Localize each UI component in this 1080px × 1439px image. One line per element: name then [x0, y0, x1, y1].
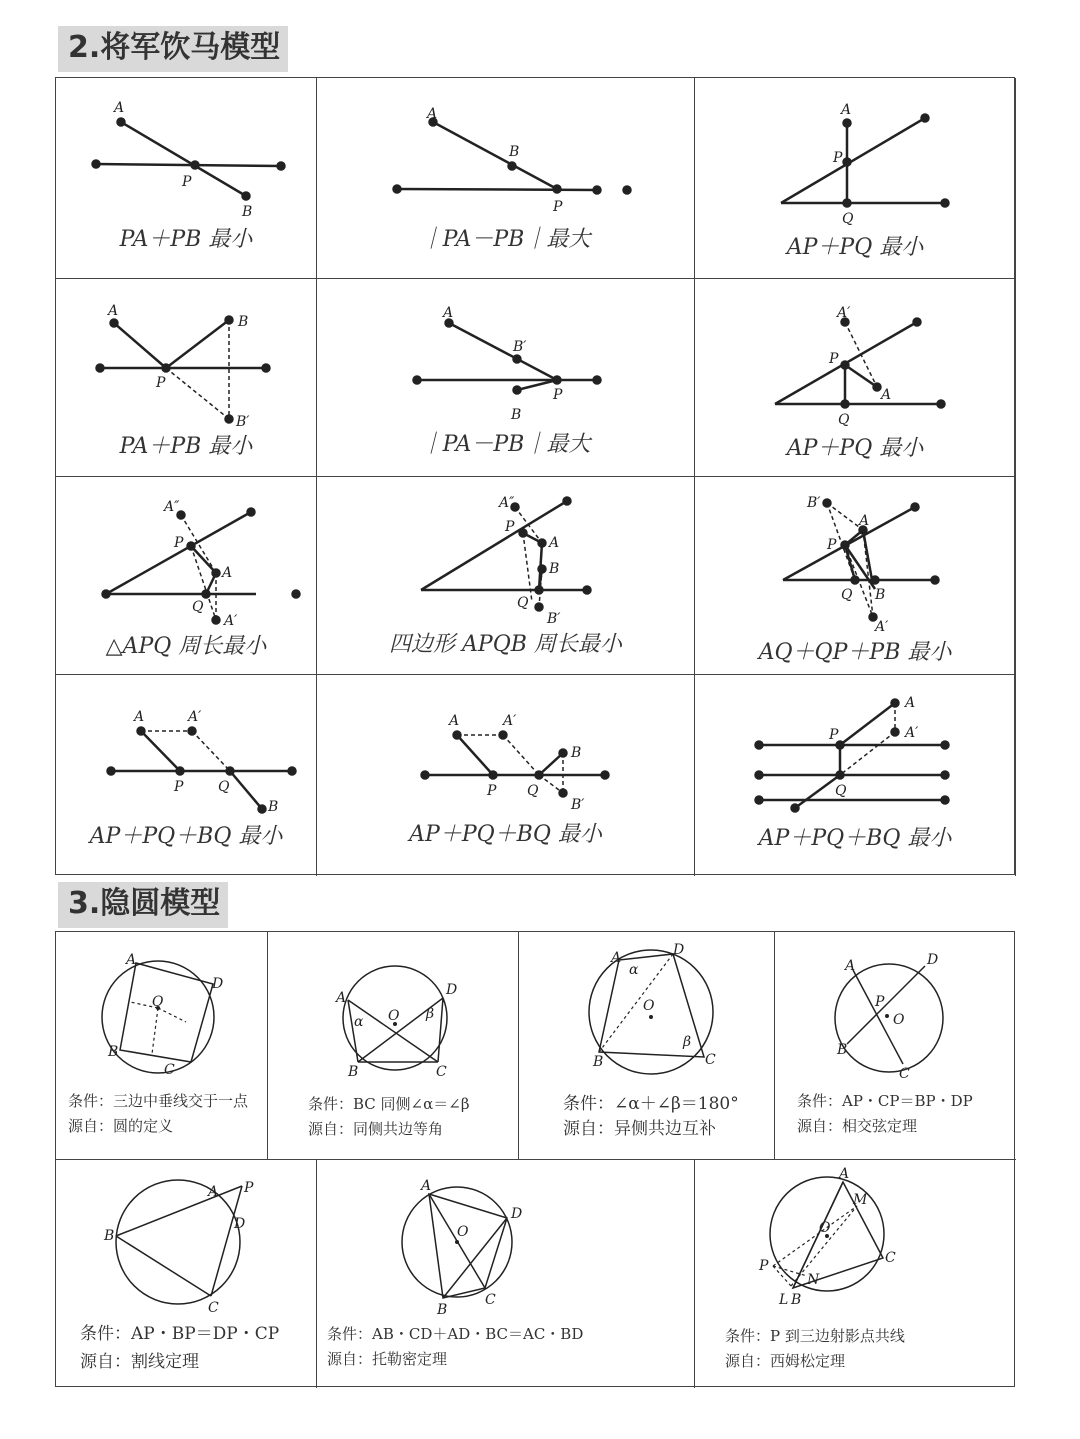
label-b: B	[837, 1042, 848, 1058]
label-a: A	[427, 106, 438, 122]
label-o: O	[893, 1012, 905, 1028]
source-text: 源自：相交弦定理	[797, 1117, 918, 1135]
label-q: Q	[835, 783, 847, 799]
label-a: A	[841, 102, 852, 118]
label-p: P	[829, 727, 839, 743]
label-b: B	[593, 1054, 604, 1070]
circle-cell-4	[775, 932, 1016, 1160]
model-cell-4	[56, 279, 317, 477]
label-b-prime: B′	[807, 495, 821, 511]
label-c: C	[899, 1066, 910, 1082]
label-a: A	[336, 990, 347, 1006]
condition-text: 条件：P 到三边射影点共线	[725, 1327, 905, 1345]
model-cell-11	[317, 675, 695, 876]
label-a-prime: A′	[905, 725, 919, 741]
label-a: A	[134, 709, 145, 725]
condition-text: 条件：AP・BP＝DP・CP	[80, 1324, 280, 1344]
label-b: B	[571, 745, 582, 761]
caption: AP＋PQ 最小	[786, 436, 924, 461]
label-b: B	[108, 1044, 119, 1060]
source-text: 源自：圆的定义	[68, 1117, 174, 1135]
label-m: M	[853, 1192, 868, 1208]
label-p: P	[759, 1258, 769, 1274]
label-a-double-prime: A″	[499, 495, 515, 511]
label-d: D	[511, 1206, 523, 1222]
label-a: A	[839, 1166, 850, 1182]
label-p: P	[156, 375, 166, 391]
label-b: B	[238, 314, 249, 330]
label-b: B	[875, 587, 886, 603]
label-d: D	[234, 1216, 246, 1232]
label-p: P	[174, 535, 184, 551]
label-a: A	[549, 535, 560, 551]
label-alpha: α	[629, 962, 639, 978]
label-o: O	[819, 1220, 831, 1236]
label-b-prime: B′	[571, 797, 585, 813]
label-q: Q	[842, 211, 854, 227]
label-a: A	[222, 565, 233, 581]
model-cell-3	[695, 78, 1016, 279]
source-text: 源自：西姆松定理	[725, 1352, 846, 1370]
label-b: B	[549, 561, 560, 577]
label-a: A	[845, 958, 856, 974]
label-b: B	[509, 144, 520, 160]
circle-cell-3	[519, 932, 775, 1160]
circle-cell-5	[56, 1160, 317, 1388]
caption: AP＋PQ＋BQ 最小	[758, 826, 952, 851]
label-beta: β	[683, 1034, 692, 1050]
caption: △APQ 周长最小	[105, 634, 267, 659]
caption: PA＋PB 最小	[119, 227, 253, 252]
source-text: 源自：异侧共边互补	[563, 1119, 716, 1139]
model-cell-7	[56, 477, 317, 675]
caption: AP＋PQ＋BQ 最小	[409, 822, 602, 847]
label-a: A	[114, 100, 125, 116]
label-b: B	[791, 1292, 802, 1308]
label-a-prime: A′	[875, 619, 889, 635]
condition-text: 条件：∠α＋∠β＝180°	[563, 1094, 739, 1114]
label-p: P	[829, 351, 839, 367]
label-alpha: α	[354, 1014, 364, 1030]
label-c: C	[705, 1052, 716, 1068]
label-a: A	[881, 387, 892, 403]
label-q: Q	[527, 783, 539, 799]
circle-cell-1	[56, 932, 268, 1160]
label-p: P	[505, 519, 515, 535]
label-p: P	[244, 1180, 254, 1196]
source-text: 源自：割线定理	[80, 1352, 199, 1372]
condition-text: 条件：AB・CD＋AD・BC＝AC・BD	[327, 1325, 584, 1343]
label-p: P	[875, 994, 885, 1010]
label-b: B	[348, 1064, 359, 1080]
label-q: Q	[218, 779, 230, 795]
label-c: C	[164, 1062, 175, 1078]
label-o: O	[457, 1224, 469, 1240]
condition-text: 条件：三边中垂线交于一点	[68, 1092, 249, 1110]
label-o: O	[388, 1008, 400, 1024]
label-b: B	[437, 1302, 448, 1318]
circle-cell-2	[268, 932, 519, 1160]
model-cell-9	[695, 477, 1016, 675]
label-a: A	[126, 952, 137, 968]
condition-text: 条件：BC 同侧∠α＝∠β	[308, 1095, 470, 1113]
hidden-circle-grid	[55, 931, 1015, 1387]
label-a-prime: A′	[224, 613, 238, 629]
model-cell-8	[317, 477, 695, 675]
label-n: N	[807, 1272, 820, 1288]
source-text: 源自：同侧共边等角	[308, 1120, 444, 1138]
source-text: 源自：托勒密定理	[327, 1350, 448, 1368]
label-p: P	[182, 174, 192, 190]
general-horse-grid	[55, 77, 1015, 875]
label-q: Q	[841, 587, 853, 603]
label-d: D	[446, 982, 458, 998]
label-a: A	[611, 950, 622, 966]
caption: PA＋PB 最小	[119, 434, 253, 459]
label-a: A	[421, 1178, 432, 1194]
label-a-prime: A′	[503, 713, 517, 729]
label-b-prime: B′	[513, 339, 527, 355]
label-a: A	[443, 305, 454, 321]
label-a: A	[208, 1184, 219, 1200]
label-o: O	[152, 994, 164, 1010]
label-q: Q	[838, 412, 850, 428]
label-p: P	[833, 150, 843, 166]
section-title-general-horse: 2.将军饮马模型	[58, 26, 288, 72]
label-b: B	[511, 407, 522, 423]
label-beta: β	[426, 1006, 435, 1022]
label-p: P	[553, 199, 563, 215]
caption: AP＋PQ＋BQ 最小	[89, 824, 283, 849]
circle-cell-7	[695, 1160, 1016, 1388]
label-p: P	[553, 387, 563, 403]
model-cell-10	[56, 675, 317, 876]
circle-cell-6	[317, 1160, 695, 1388]
section-title-hidden-circle: 3.隐圆模型	[58, 882, 228, 928]
label-a: A	[449, 713, 460, 729]
label-c: C	[436, 1064, 447, 1080]
label-b: B	[268, 799, 279, 815]
caption: ｜PA－PB｜最大	[420, 432, 591, 457]
model-cell-12	[695, 675, 1016, 876]
label-b-prime: B′	[236, 414, 250, 430]
label-p: P	[487, 783, 497, 799]
model-cell-5	[317, 279, 695, 477]
label-b: B	[242, 204, 253, 220]
label-a-prime: A′	[188, 709, 202, 725]
label-d: D	[673, 942, 685, 958]
label-q: Q	[517, 595, 529, 611]
caption: ｜PA－PB｜最大	[420, 227, 591, 252]
model-cell-1	[56, 78, 317, 279]
model-cell-2	[317, 78, 695, 279]
label-c: C	[885, 1250, 896, 1266]
label-a: A	[859, 513, 870, 529]
model-cell-6	[695, 279, 1016, 477]
label-l: L	[779, 1292, 789, 1308]
caption: 四边形 APQB 周长最小	[389, 632, 622, 657]
label-p: P	[827, 537, 837, 553]
label-d: D	[212, 976, 224, 992]
label-q: Q	[192, 599, 204, 615]
label-b: B	[104, 1228, 115, 1244]
caption: AQ＋QP＋PB 最小	[758, 640, 952, 665]
label-p: P	[174, 779, 184, 795]
label-a: A	[905, 695, 916, 711]
condition-text: 条件：AP・CP＝BP・DP	[797, 1092, 973, 1110]
label-b-prime: B′	[547, 611, 561, 627]
label-c: C	[485, 1292, 496, 1308]
caption: AP＋PQ 最小	[786, 235, 924, 260]
label-a-prime: A′	[837, 305, 851, 321]
label-a: A	[108, 303, 119, 319]
label-a-double-prime: A″	[164, 499, 180, 515]
label-o: O	[643, 998, 655, 1014]
label-c: C	[208, 1300, 219, 1316]
label-d: D	[927, 952, 939, 968]
